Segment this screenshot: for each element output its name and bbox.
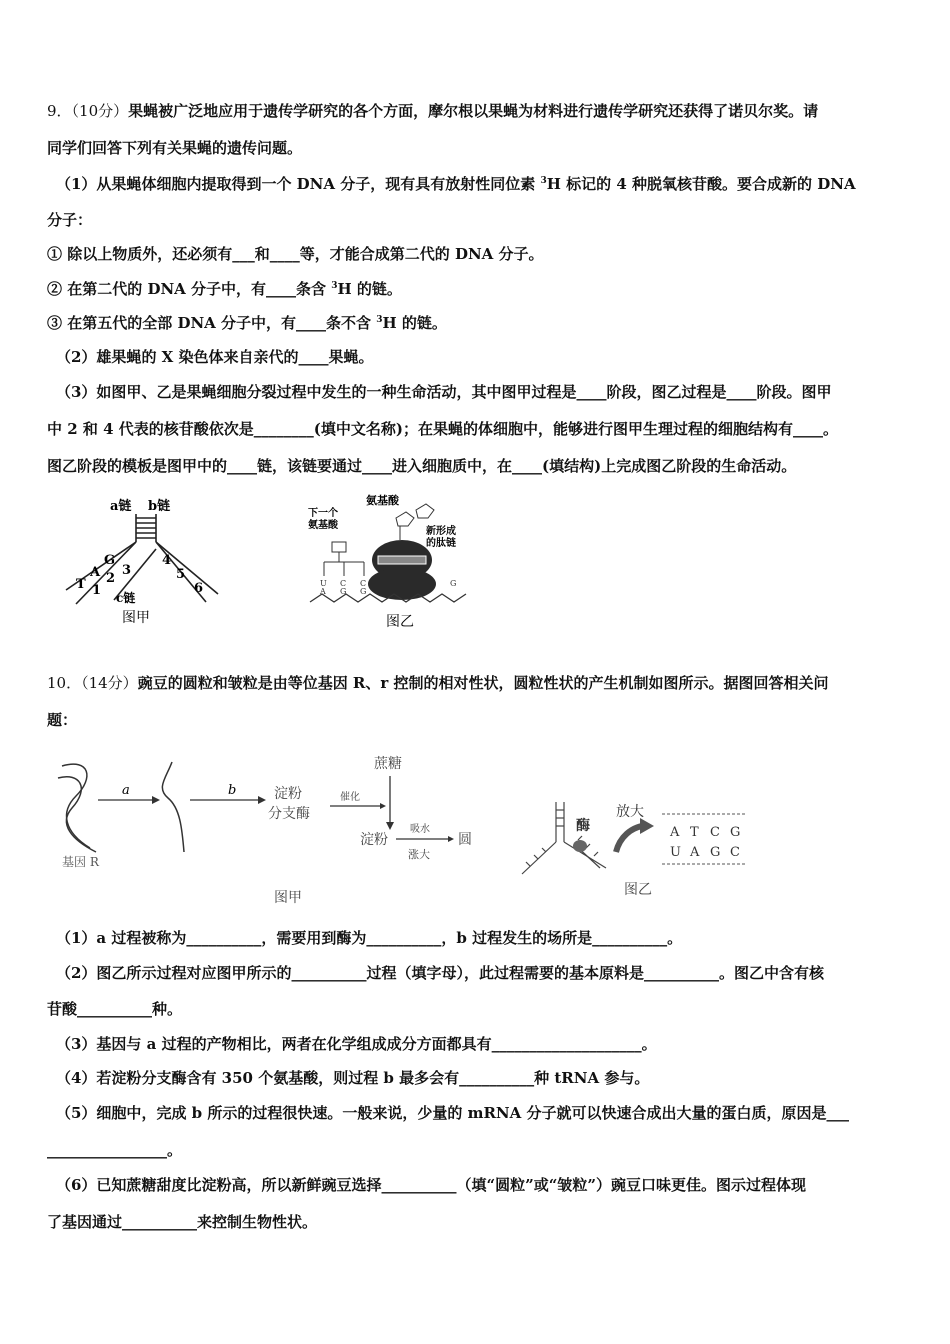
q9-figure-yi xyxy=(304,490,504,636)
seq-bottom-2: G xyxy=(710,845,721,860)
q9-part3-line3: 图乙阶段的模板是图甲中的____链，该链要通过____进入细胞质中，在____(填结构)上完成图乙阶段的生命活动。 xyxy=(47,457,797,475)
q9-sub3-post: H 的链。 xyxy=(382,314,447,332)
enzyme-label: 酶 xyxy=(576,818,590,834)
base-A: A xyxy=(90,565,101,580)
q10-part3: （3）基因与 a 过程的产物相比，两者在化学组成成分方面都具有____________________。 xyxy=(56,1035,657,1053)
svg-text:G: G xyxy=(360,587,367,596)
q9-sub2-pre: ② 在第二代的 DNA 分子中，有____条含 xyxy=(47,280,332,298)
trna-left xyxy=(324,542,364,576)
q9-intro-line2: 同学们回答下列有关果蝇的遗传问题。 xyxy=(47,139,303,157)
process-b-label: b xyxy=(228,783,237,798)
round-label: 圆 xyxy=(458,832,472,848)
gene-r-double-helix xyxy=(58,764,96,852)
dna-unwinding xyxy=(522,802,606,874)
q10-intro-line1 xyxy=(47,673,829,693)
q9-sub3-pre: ③ 在第五代的全部 DNA 分子中，有____条不含 xyxy=(47,314,377,332)
a-chain-label: a链 xyxy=(110,499,132,514)
dna-helix-top xyxy=(136,514,156,542)
q9-intro-line1 xyxy=(47,101,818,121)
seq-bottom-1: A xyxy=(690,845,700,860)
q9-part2: （2）雄果蝇的 X 染色体来自亲代的____果蝇。 xyxy=(56,348,374,366)
catalyze-label: 催化 xyxy=(340,792,360,803)
q10-part4: （4）若淀粉分支酶含有 350 个氨基酸，则过程 b 最多会有__________种 tRNA 参与。 xyxy=(56,1069,650,1087)
ribosome-small-subunit xyxy=(368,568,436,600)
q9-intro-text1: 果蝇被广泛地应用于遗传学研究的各个方面，摩尔根以果蝇为材料进行遗传学研究还获得了诺贝尔奖。请 xyxy=(128,102,819,120)
seq-top-2: C xyxy=(710,825,720,840)
seq-top-3: G xyxy=(730,825,741,840)
arrowhead-a xyxy=(152,796,160,804)
q9-figure-jia xyxy=(60,494,230,634)
q10-part2-line1: （2）图乙所示过程对应图甲所示的__________过程（填字母），此过程需要的基本原料是__________。图乙中含有核 xyxy=(56,964,824,982)
seq-bottom-3: C xyxy=(730,845,740,860)
q9-sub2 xyxy=(47,279,402,299)
absorb-water-label: 吸水 xyxy=(410,824,430,835)
label-1: 1 xyxy=(92,583,102,598)
q10-part2-line2: 苷酸__________种。 xyxy=(47,1000,183,1018)
swell-label: 涨大 xyxy=(408,848,430,861)
q9-sub3 xyxy=(47,313,447,333)
swell-arrowhead xyxy=(448,836,454,842)
q10-part6-line2: 了基因通过__________来控制生物性状。 xyxy=(47,1213,318,1231)
b-chain-label: b链 xyxy=(148,499,171,514)
catalyze-arrowhead xyxy=(380,803,386,809)
superscript-3: 3 xyxy=(540,176,547,186)
new-peptide-label-2: 的肽链 xyxy=(426,538,456,549)
q9-part1-line2: 分子： xyxy=(47,211,93,229)
next-amino-acid-label-1: 下一个 xyxy=(308,508,338,519)
arrowhead-b xyxy=(258,796,266,804)
enzyme-blob xyxy=(573,840,587,852)
svg-text:C: C xyxy=(340,579,347,588)
label-2: 2 xyxy=(106,571,116,586)
q10-score: （14分） xyxy=(81,674,138,692)
seq-top-1: T xyxy=(690,825,699,840)
magnify-arrowhead xyxy=(640,818,654,834)
q9-score: （10分） xyxy=(71,102,129,120)
label-5: 5 xyxy=(176,567,186,582)
label-6: 6 xyxy=(194,581,204,596)
q10-intro-line2: 题： xyxy=(47,711,78,729)
q10-figure-jia xyxy=(50,748,500,908)
q9-part1-line1 xyxy=(56,174,856,194)
svg-text:U: U xyxy=(320,579,327,588)
c-chain-label: c链 xyxy=(116,591,136,605)
base-T: T xyxy=(76,577,86,592)
rna-sequence-bottom xyxy=(670,845,740,860)
figure-caption-yi: 图乙 xyxy=(386,614,414,630)
sucrose-label: 蔗糖 xyxy=(374,756,402,772)
magnify-label: 放大 xyxy=(616,804,644,820)
label-4: 4 xyxy=(162,553,172,568)
q10-part5-line2: ________________。 xyxy=(47,1141,183,1159)
q9-number: 9． xyxy=(47,102,72,120)
q10-part1: （1）a 过程被称为__________，需要用到酶为__________，b 过程发生的场所是__________。 xyxy=(56,929,683,947)
base-G: G xyxy=(104,553,116,568)
q9-part1-text-post: H 标记的 4 种脱氧核苷酸。要合成新的 DNA xyxy=(546,175,856,193)
ribosome-site xyxy=(378,556,426,564)
seq-bottom-0: U xyxy=(670,845,681,860)
mrna-strand-figure xyxy=(162,762,184,852)
enzyme-label-2: 分支酶 xyxy=(268,806,310,822)
starch-label: 淀粉 xyxy=(360,832,388,848)
svg-text:G: G xyxy=(450,579,457,588)
q9-part3-line2: 中 2 和 4 代表的核苷酸依次是________(填中文名称)；在果蝇的体细胞中，能够进行图甲生理过程的细胞结构有____。 xyxy=(47,420,838,438)
figure-caption-yi-10: 图乙 xyxy=(624,882,652,898)
q10-number: 10． xyxy=(47,674,82,692)
q10-part6-line1: （6）已知蔗糖甜度比淀粉高，所以新鲜豌豆选择__________（填“圆粒”或“皱粒”）豌豆口味更佳。图示过程体现 xyxy=(56,1176,806,1194)
process-a-label: a xyxy=(122,783,130,798)
figure-caption-jia-10: 图甲 xyxy=(274,890,302,906)
enzyme-label-1: 淀粉 xyxy=(274,786,302,802)
new-peptide-label-1: 新形成 xyxy=(426,526,456,537)
q10-figure-yi xyxy=(516,796,756,908)
seq-top-0: A xyxy=(670,825,680,840)
svg-text:G: G xyxy=(340,587,347,596)
q10-intro-text1: 豌豆的圆粒和皱粒是由等位基因 R、r 控制的相对性状，圆粒性状的产生机制如图所示。据图回答相关问 xyxy=(137,674,829,692)
q9-part3-line1: （3）如图甲、乙是果蝇细胞分裂过程中发生的一种生命活动，其中图甲过程是____阶段，图乙过程是____阶段。图甲 xyxy=(56,383,832,401)
sucrose-arrowhead xyxy=(386,822,394,830)
next-amino-acid-label-2: 氨基酸 xyxy=(308,520,338,531)
superscript-3: 3 xyxy=(376,315,383,325)
magnify-arrow xyxy=(616,826,642,852)
dna-sequence-top xyxy=(669,825,740,840)
figure-caption-jia: 图甲 xyxy=(122,610,150,626)
svg-text:C: C xyxy=(360,579,367,588)
superscript-3: 3 xyxy=(331,281,338,291)
q9-sub1: ① 除以上物质外，还必须有___和____等，才能合成第二代的 DNA 分子。 xyxy=(47,245,544,263)
label-3: 3 xyxy=(122,563,132,578)
amino-acid-label: 氨基酸 xyxy=(366,494,399,507)
gene-r-label: 基因 R xyxy=(62,855,99,869)
q9-sub2-post: H 的链。 xyxy=(337,280,402,298)
q9-part1-text-pre: （1）从果蝇体细胞内提取得到一个 DNA 分子，现有具有放射性同位素 xyxy=(56,175,541,193)
svg-text:A: A xyxy=(320,587,326,596)
q10-part5-line1: （5）细胞中，完成 b 所示的过程很快速。一般来说，少量的 mRNA 分子就可以快速合成出大量的蛋白质，原因是___ xyxy=(56,1104,850,1122)
